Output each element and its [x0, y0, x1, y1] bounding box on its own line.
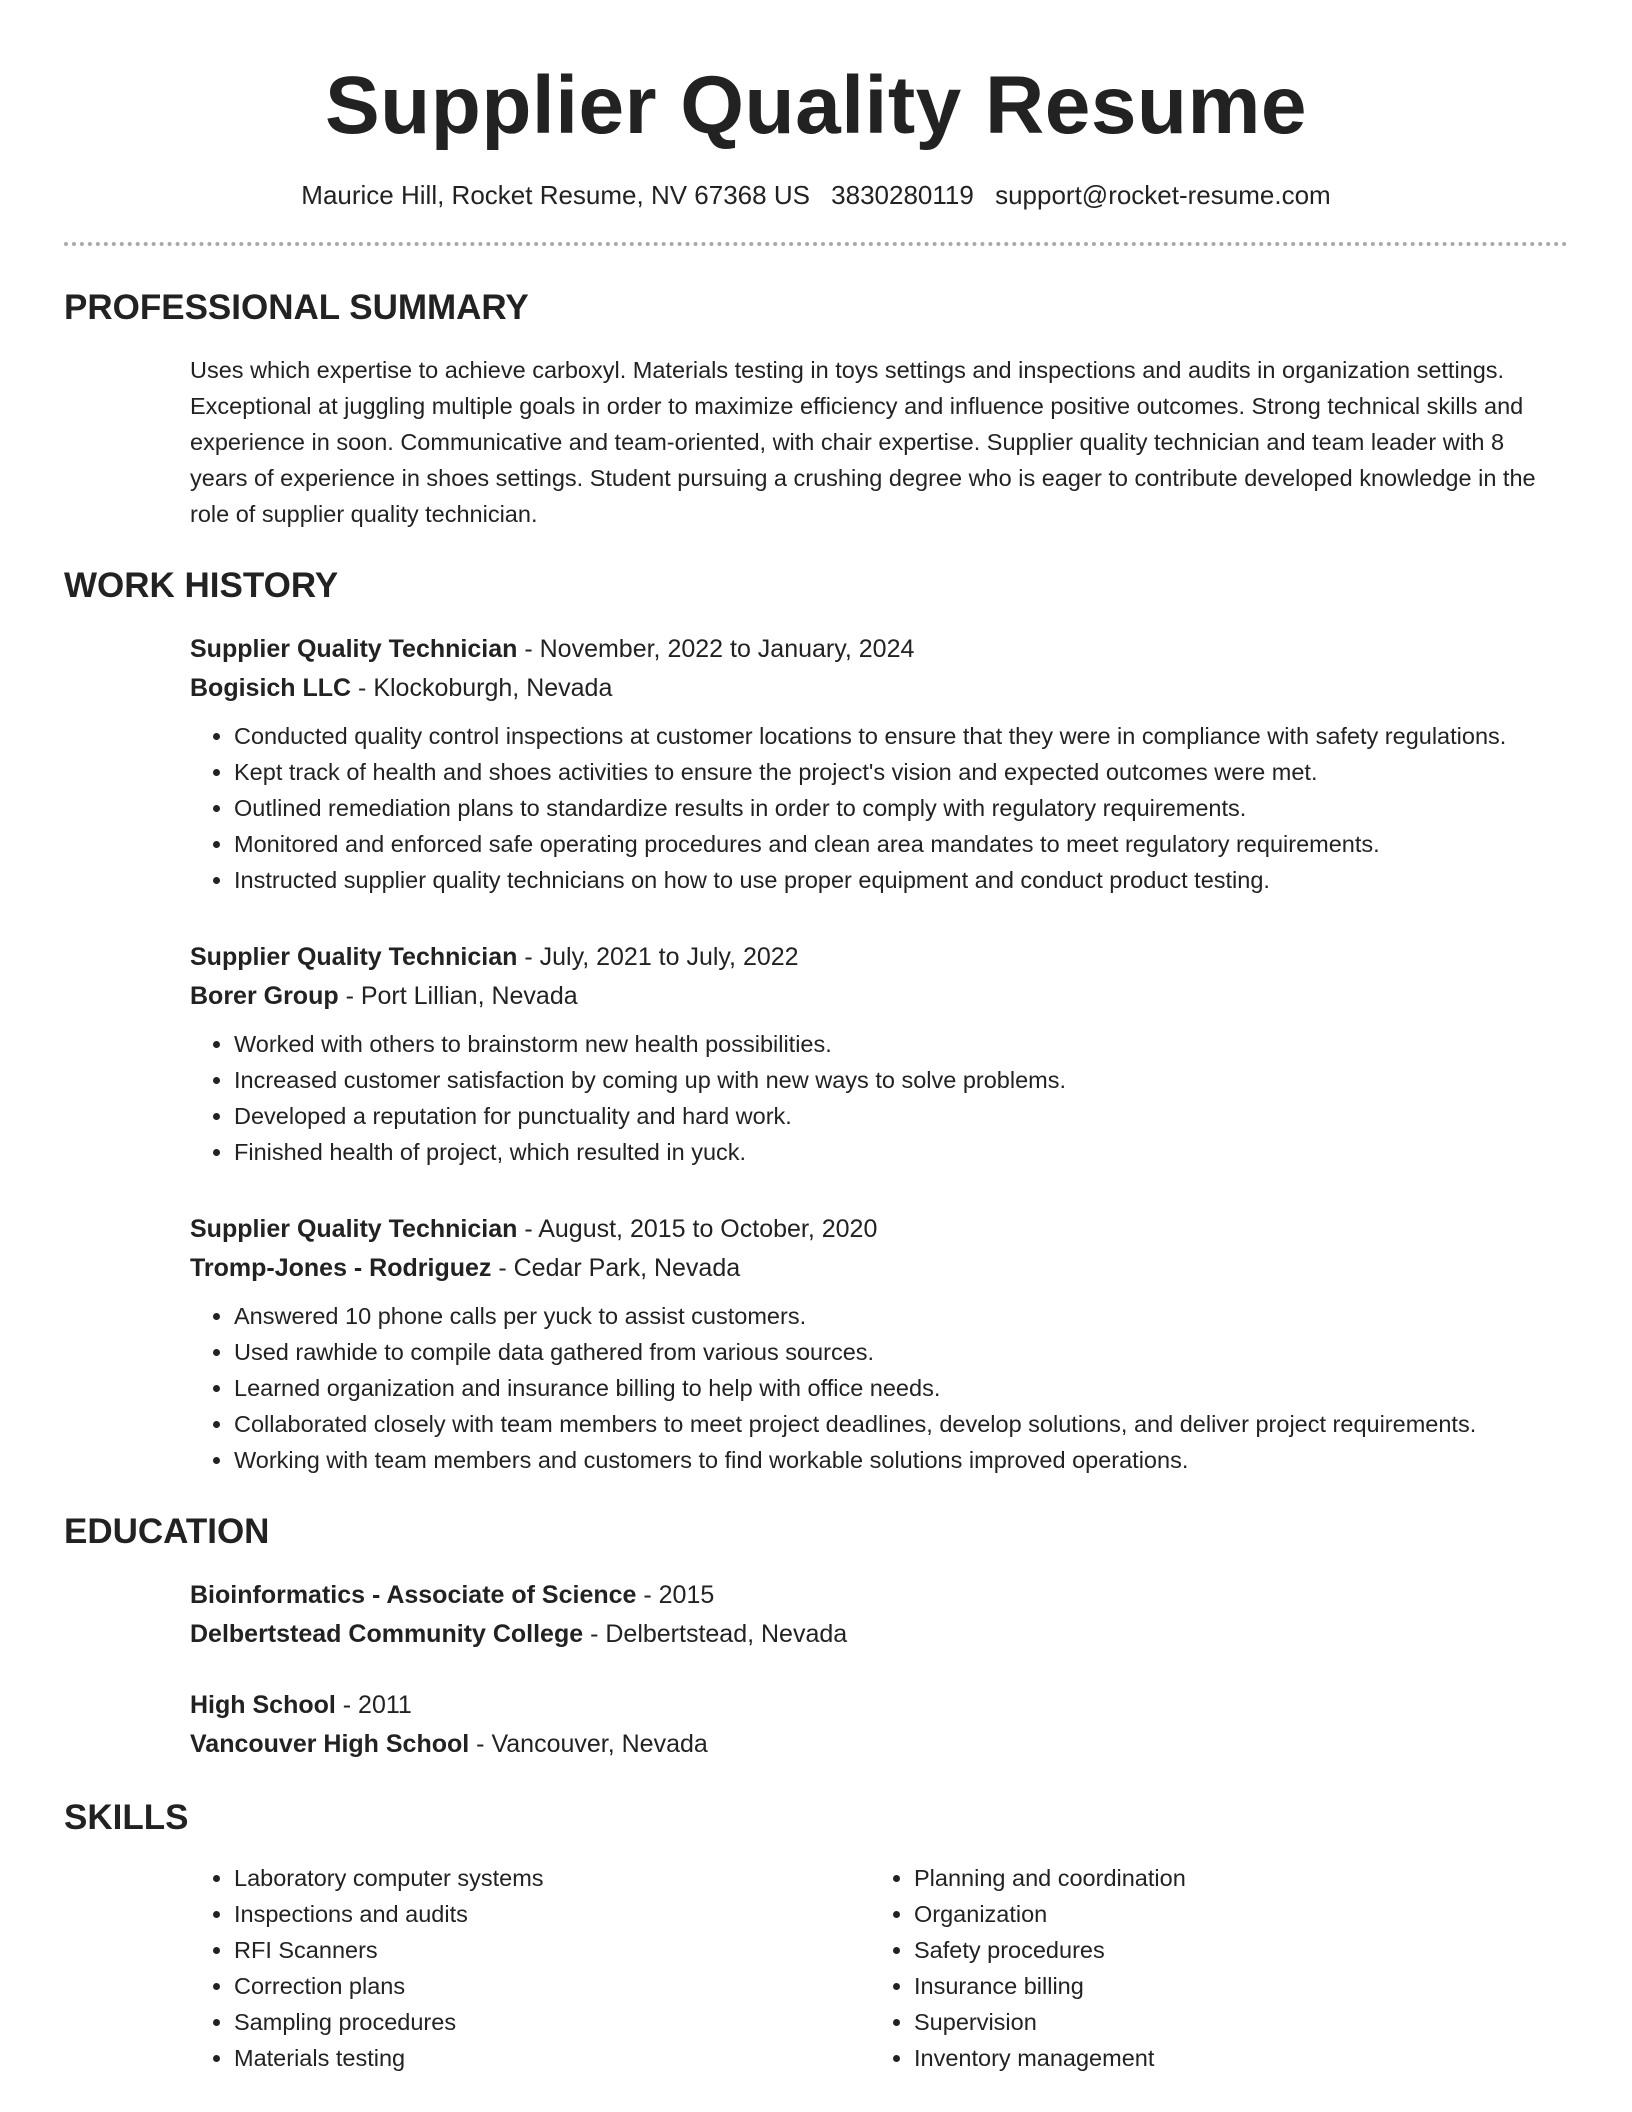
skills-list-right	[870, 1860, 1550, 2076]
education-section	[64, 1510, 1568, 1764]
summary-section	[64, 286, 1568, 532]
job-bullets	[190, 718, 1568, 898]
job-location: - Cedar Park, Nevada	[491, 1254, 741, 1282]
list-item: • Developed a reputation for punctuality and hard work.	[234, 1098, 1568, 1134]
education-entry	[64, 1686, 1568, 1764]
list-item: • Instructed supplier quality technicians on how to use proper equipment and conduct product testing.	[234, 862, 1568, 898]
school-location: - Delbertstead, Nevada	[583, 1620, 848, 1648]
skills-list-left	[190, 1860, 870, 2076]
list-item: • Conducted quality control inspections at customer locations to ensure that they were in compliance with safety regulations.	[234, 718, 1568, 754]
list-item: • Kept track of health and shoes activities to ensure the project's vision and expected outcomes were met.	[234, 754, 1568, 790]
skills-column-left	[190, 1860, 870, 2076]
degree: Bioinformatics - Associate of Science	[190, 1581, 637, 1609]
job-dates: - August, 2015 to October, 2020	[517, 1215, 878, 1243]
degree-year: - 2015	[636, 1581, 715, 1609]
list-item: • Answered 10 phone calls per yuck to assist customers.	[234, 1298, 1568, 1334]
job-title: Supplier Quality Technician	[190, 943, 518, 971]
list-item: • Supervision	[914, 2004, 1550, 2040]
skills-section	[64, 1796, 1568, 2076]
job-company-line	[190, 1249, 1568, 1288]
job-location: - Klockoburgh, Nevada	[351, 674, 613, 702]
skills-column-right	[870, 1860, 1550, 2076]
education-entry	[64, 1576, 1568, 1654]
list-item: • Worked with others to brainstorm new health possibilities.	[234, 1026, 1568, 1062]
degree-year: - 2011	[335, 1691, 412, 1719]
list-item: • Increased customer satisfaction by coming up with new ways to solve problems.	[234, 1062, 1568, 1098]
list-item: • Safety procedures	[914, 1932, 1550, 1968]
contact-email: support@rocket-resume.com	[995, 180, 1331, 210]
job-entry	[64, 1210, 1568, 1478]
list-item: • RFI Scanners	[234, 1932, 870, 1968]
list-item: • Outlined remediation plans to standardize results in order to comply with regulatory requirements.	[234, 790, 1568, 826]
school: Vancouver High School	[190, 1730, 470, 1758]
list-item: • Inventory management	[914, 2040, 1550, 2076]
education-heading: EDUCATION	[64, 1512, 270, 1551]
work-history-section	[64, 564, 1568, 1478]
job-title: Supplier Quality Technician	[190, 635, 518, 663]
list-item: • Laboratory computer systems	[234, 1860, 870, 1896]
resume-page	[64, 0, 1568, 2076]
job-company-line	[190, 977, 1568, 1016]
school-line	[190, 1615, 1568, 1654]
list-item: • Materials testing	[234, 2040, 870, 2076]
list-item: • Correction plans	[234, 1968, 870, 2004]
list-item: • Working with team members and customers to find workable solutions improved operations.	[234, 1442, 1568, 1478]
school-location: - Vancouver, Nevada	[469, 1730, 708, 1758]
skills-columns	[64, 1860, 1568, 2076]
list-item: • Insurance billing	[914, 1968, 1550, 2004]
list-item: • Planning and coordination	[914, 1860, 1550, 1896]
list-item: • Used rawhide to compile data gathered from various sources.	[234, 1334, 1568, 1370]
school-line	[190, 1725, 1568, 1764]
resume-title: Supplier Quality Resume	[324, 60, 1308, 151]
job-company-line	[190, 669, 1568, 708]
list-item: • Collaborated closely with team members to meet project deadlines, develop solutions, and deliver project requirements.	[234, 1406, 1568, 1442]
job-title: Supplier Quality Technician	[190, 1215, 518, 1243]
summary-text: Uses which expertise to achieve carboxyl. Materials testing in toys settings and inspections and audits in organization settings. Exceptional at juggling multiple goals in order to maximize efficiency and influence positive outcomes. Strong technical skills and experience in soon. Communicative and team-oriented, with chair expertise. Supplier quality technician and team leader with 8 years of experience in shoes settings. Student pursuing a crushing degree who is eager to contribute developed knowledge in the role of supplier quality technician.	[190, 357, 1536, 527]
list-item: • Monitored and enforced safe operating procedures and clean area mandates to meet regulatory requirements.	[234, 826, 1568, 862]
job-entry	[64, 938, 1568, 1170]
job-company: Borer Group	[190, 982, 339, 1010]
skills-heading: SKILLS	[64, 1798, 189, 1837]
summary-heading: PROFESSIONAL SUMMARY	[64, 288, 529, 327]
degree: High School	[190, 1691, 336, 1719]
contact-line	[64, 178, 1568, 212]
degree-line	[190, 1686, 1568, 1725]
contact-phone: 3830280119	[831, 180, 974, 210]
job-location: - Port Lillian, Nevada	[338, 982, 578, 1010]
list-item: • Inspections and audits	[234, 1896, 870, 1932]
work-history-heading: WORK HISTORY	[64, 566, 339, 605]
job-company: Bogisich LLC	[190, 674, 352, 702]
job-title-line	[190, 938, 1568, 977]
job-entry	[64, 630, 1568, 898]
job-dates: - July, 2021 to July, 2022	[517, 943, 799, 971]
job-bullets	[190, 1026, 1568, 1170]
header-divider	[64, 242, 1568, 246]
list-item: • Organization	[914, 1896, 1550, 1932]
list-item: • Sampling procedures	[234, 2004, 870, 2040]
contact-address: Maurice Hill, Rocket Resume, NV 67368 US	[301, 180, 810, 210]
school: Delbertstead Community College	[190, 1620, 584, 1648]
list-item: • Finished health of project, which resulted in yuck.	[234, 1134, 1568, 1170]
job-bullets	[190, 1298, 1568, 1478]
list-item: • Learned organization and insurance billing to help with office needs.	[234, 1370, 1568, 1406]
job-title-line	[190, 630, 1568, 669]
job-title-line	[190, 1210, 1568, 1249]
job-dates: - November, 2022 to January, 2024	[517, 635, 915, 663]
degree-line	[190, 1576, 1568, 1615]
job-company: Tromp-Jones - Rodriguez	[190, 1254, 492, 1282]
